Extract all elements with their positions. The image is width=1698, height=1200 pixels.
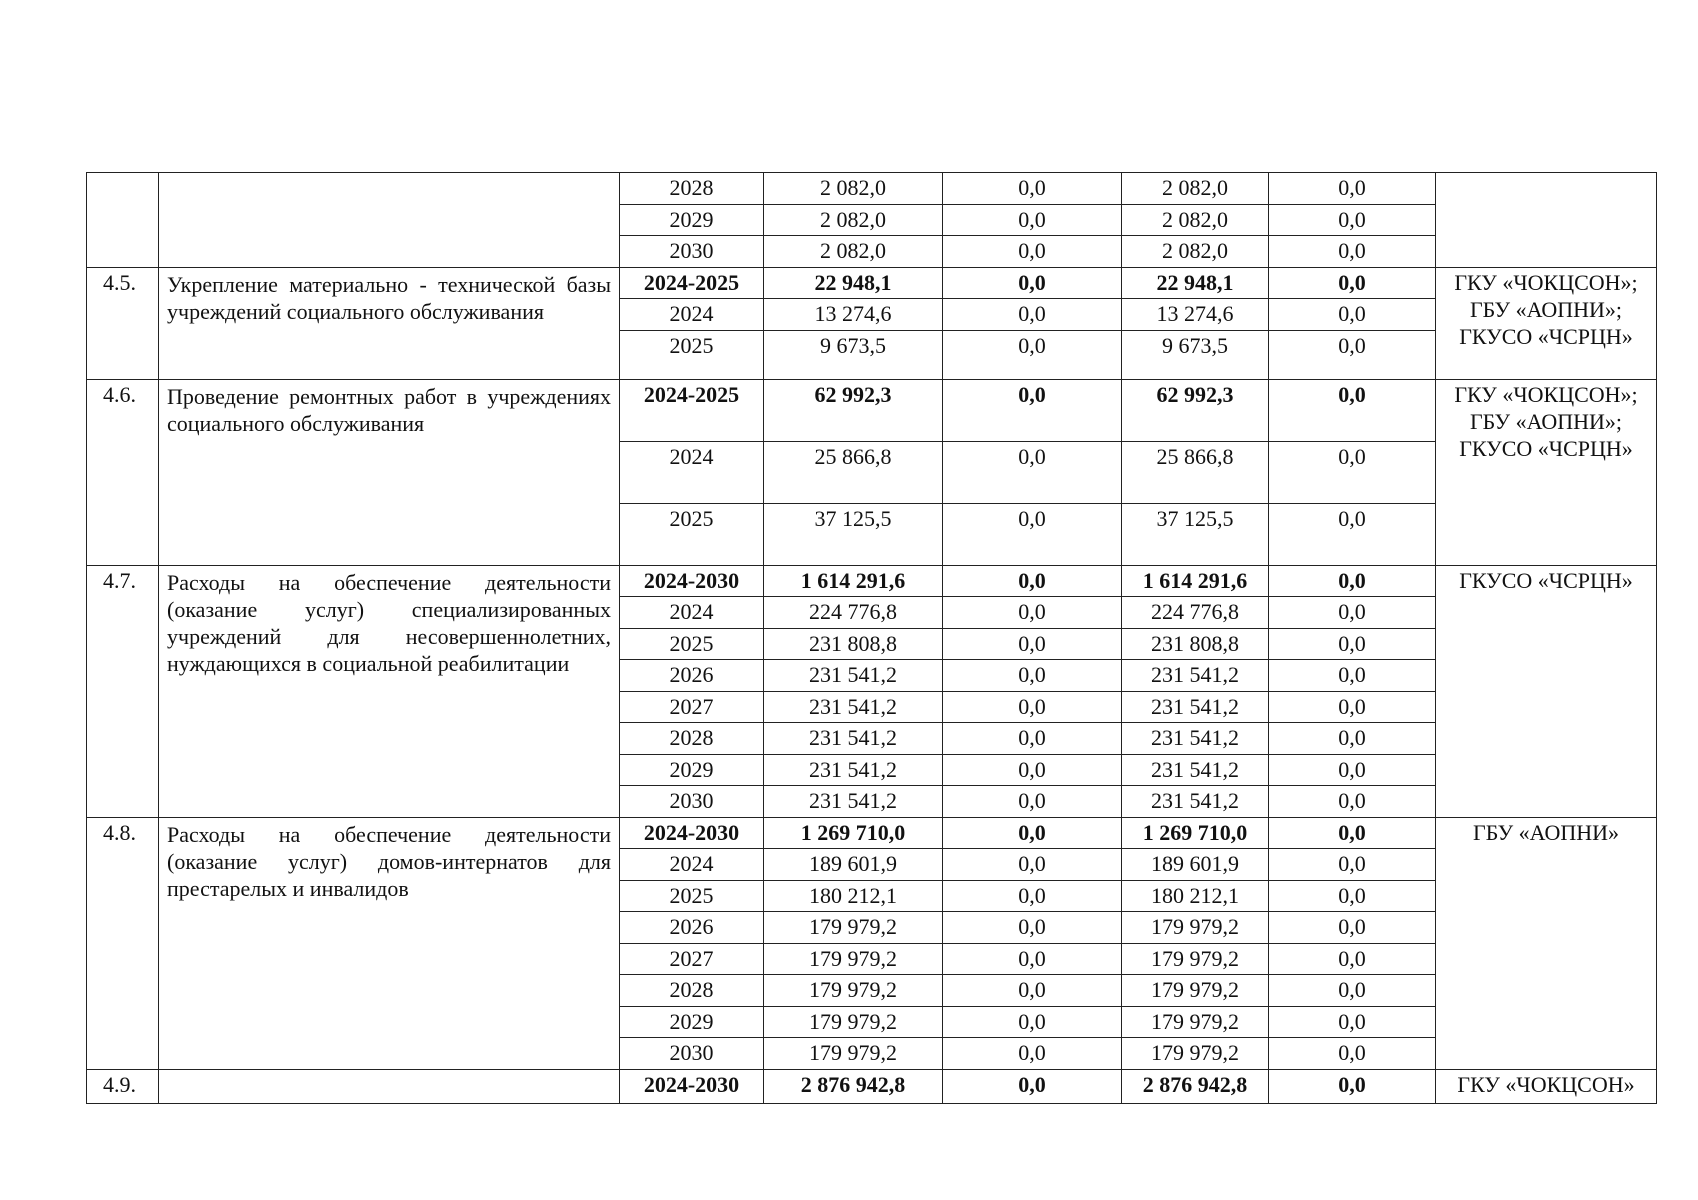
- total-cell: 179 979,2: [764, 975, 943, 1007]
- year-cell: 2024: [620, 849, 764, 881]
- total-cell: 13 274,6: [764, 299, 943, 331]
- year-cell: 2026: [620, 660, 764, 692]
- regional-cell: 231 541,2: [1122, 786, 1269, 818]
- table-body: [87, 173, 1657, 1104]
- year-cell: 2024-2025: [620, 267, 764, 299]
- item-number-cell: 4.9.: [87, 1069, 159, 1104]
- year-cell: 2030: [620, 786, 764, 818]
- regional-cell: 37 125,5: [1122, 503, 1269, 565]
- other-cell: 0,0: [1269, 173, 1436, 205]
- year-cell: 2027: [620, 691, 764, 723]
- total-cell: 231 541,2: [764, 660, 943, 692]
- table-row: [87, 379, 1657, 441]
- other-cell: 0,0: [1269, 1038, 1436, 1070]
- other-cell: 0,0: [1269, 267, 1436, 299]
- total-cell: 231 541,2: [764, 754, 943, 786]
- regional-cell: 179 979,2: [1122, 1038, 1269, 1070]
- federal-cell: 0,0: [943, 975, 1122, 1007]
- total-cell: 189 601,9: [764, 849, 943, 881]
- total-cell: 179 979,2: [764, 1038, 943, 1070]
- item-name-cell: Укрепление материально - технической базы учреждений социального обслуживания: [159, 267, 620, 379]
- other-cell: 0,0: [1269, 975, 1436, 1007]
- federal-cell: 0,0: [943, 660, 1122, 692]
- regional-cell: 231 541,2: [1122, 754, 1269, 786]
- federal-cell: 0,0: [943, 849, 1122, 881]
- federal-cell: 0,0: [943, 786, 1122, 818]
- other-cell: 0,0: [1269, 204, 1436, 236]
- executor-cell: ГКУ «ЧОКЦСОН»; ГБУ «АОПНИ»; ГКУСО «ЧСРЦН»: [1436, 379, 1657, 565]
- item-name-cell: Расходы на обеспечение деятельности (оказание услуг) домов-интернатов для престарелых и инвалидов: [159, 817, 620, 1069]
- year-cell: 2025: [620, 503, 764, 565]
- regional-cell: 179 979,2: [1122, 975, 1269, 1007]
- year-cell: 2024-2030: [620, 817, 764, 849]
- federal-cell: 0,0: [943, 267, 1122, 299]
- executor-cell: ГКУ «ЧОКЦСОН»; ГБУ «АОПНИ»; ГКУСО «ЧСРЦН»: [1436, 267, 1657, 379]
- year-cell: 2024-2025: [620, 379, 764, 441]
- other-cell: 0,0: [1269, 691, 1436, 723]
- regional-cell: 231 541,2: [1122, 660, 1269, 692]
- total-cell: 224 776,8: [764, 597, 943, 629]
- year-cell: 2029: [620, 204, 764, 236]
- year-cell: 2029: [620, 1006, 764, 1038]
- year-cell: 2024: [620, 441, 764, 503]
- federal-cell: 0,0: [943, 330, 1122, 379]
- regional-cell: 9 673,5: [1122, 330, 1269, 379]
- regional-cell: 231 541,2: [1122, 723, 1269, 755]
- other-cell: 0,0: [1269, 723, 1436, 755]
- total-cell: 2 082,0: [764, 173, 943, 205]
- year-cell: 2030: [620, 1038, 764, 1070]
- table-row: [87, 267, 1657, 299]
- federal-cell: 0,0: [943, 299, 1122, 331]
- federal-cell: 0,0: [943, 880, 1122, 912]
- year-cell: 2024: [620, 597, 764, 629]
- total-cell: 231 541,2: [764, 786, 943, 818]
- total-cell: 2 876 942,8: [764, 1069, 943, 1104]
- item-number-cell: 4.7.: [87, 565, 159, 817]
- other-cell: 0,0: [1269, 330, 1436, 379]
- regional-cell: 62 992,3: [1122, 379, 1269, 441]
- table-row: [87, 173, 1657, 205]
- federal-cell: 0,0: [943, 691, 1122, 723]
- federal-cell: 0,0: [943, 628, 1122, 660]
- item-number-cell: 4.5.: [87, 267, 159, 379]
- federal-cell: 0,0: [943, 754, 1122, 786]
- other-cell: 0,0: [1269, 628, 1436, 660]
- year-cell: 2024-2030: [620, 1069, 764, 1104]
- year-cell: 2025: [620, 880, 764, 912]
- federal-cell: 0,0: [943, 1006, 1122, 1038]
- executor-cell: ГБУ «АОПНИ»: [1436, 817, 1657, 1069]
- executor-cell: [1436, 173, 1657, 268]
- other-cell: 0,0: [1269, 849, 1436, 881]
- federal-cell: 0,0: [943, 1038, 1122, 1070]
- table-row: [87, 1069, 1657, 1104]
- other-cell: 0,0: [1269, 597, 1436, 629]
- regional-cell: 224 776,8: [1122, 597, 1269, 629]
- other-cell: 0,0: [1269, 912, 1436, 944]
- regional-cell: 2 082,0: [1122, 236, 1269, 268]
- federal-cell: 0,0: [943, 943, 1122, 975]
- total-cell: 179 979,2: [764, 912, 943, 944]
- item-name-cell: [159, 1069, 620, 1104]
- regional-cell: 22 948,1: [1122, 267, 1269, 299]
- item-number-cell: 4.8.: [87, 817, 159, 1069]
- federal-cell: 0,0: [943, 173, 1122, 205]
- year-cell: 2024: [620, 299, 764, 331]
- total-cell: 25 866,8: [764, 441, 943, 503]
- regional-cell: 1 269 710,0: [1122, 817, 1269, 849]
- other-cell: 0,0: [1269, 943, 1436, 975]
- total-cell: 37 125,5: [764, 503, 943, 565]
- regional-cell: 13 274,6: [1122, 299, 1269, 331]
- federal-cell: 0,0: [943, 503, 1122, 565]
- other-cell: 0,0: [1269, 299, 1436, 331]
- funding-table: [86, 172, 1657, 1104]
- executor-cell: ГКУ «ЧОКЦСОН»: [1436, 1069, 1657, 1104]
- regional-cell: 180 212,1: [1122, 880, 1269, 912]
- other-cell: 0,0: [1269, 379, 1436, 441]
- regional-cell: 179 979,2: [1122, 912, 1269, 944]
- total-cell: 62 992,3: [764, 379, 943, 441]
- total-cell: 231 808,8: [764, 628, 943, 660]
- item-name-cell: Расходы на обеспечение деятельности (оказание услуг) специализированных учреждений для несовершеннолетних, нуждающихся в социальной реабилитации: [159, 565, 620, 817]
- federal-cell: 0,0: [943, 723, 1122, 755]
- other-cell: 0,0: [1269, 1069, 1436, 1104]
- other-cell: 0,0: [1269, 565, 1436, 597]
- regional-cell: 189 601,9: [1122, 849, 1269, 881]
- other-cell: 0,0: [1269, 503, 1436, 565]
- other-cell: 0,0: [1269, 1006, 1436, 1038]
- regional-cell: 2 082,0: [1122, 173, 1269, 205]
- federal-cell: 0,0: [943, 597, 1122, 629]
- other-cell: 0,0: [1269, 236, 1436, 268]
- federal-cell: 0,0: [943, 1069, 1122, 1104]
- year-cell: 2030: [620, 236, 764, 268]
- total-cell: 22 948,1: [764, 267, 943, 299]
- total-cell: 179 979,2: [764, 1006, 943, 1038]
- total-cell: 1 269 710,0: [764, 817, 943, 849]
- other-cell: 0,0: [1269, 660, 1436, 692]
- regional-cell: 1 614 291,6: [1122, 565, 1269, 597]
- regional-cell: 2 082,0: [1122, 204, 1269, 236]
- other-cell: 0,0: [1269, 817, 1436, 849]
- year-cell: 2028: [620, 723, 764, 755]
- regional-cell: 179 979,2: [1122, 943, 1269, 975]
- year-cell: 2025: [620, 330, 764, 379]
- year-cell: 2029: [620, 754, 764, 786]
- table-row: [87, 565, 1657, 597]
- other-cell: 0,0: [1269, 880, 1436, 912]
- regional-cell: 179 979,2: [1122, 1006, 1269, 1038]
- federal-cell: 0,0: [943, 379, 1122, 441]
- total-cell: 180 212,1: [764, 880, 943, 912]
- table-row: [87, 817, 1657, 849]
- regional-cell: 25 866,8: [1122, 441, 1269, 503]
- total-cell: 179 979,2: [764, 943, 943, 975]
- year-cell: 2028: [620, 975, 764, 1007]
- total-cell: 2 082,0: [764, 204, 943, 236]
- federal-cell: 0,0: [943, 565, 1122, 597]
- federal-cell: 0,0: [943, 204, 1122, 236]
- total-cell: 9 673,5: [764, 330, 943, 379]
- year-cell: 2025: [620, 628, 764, 660]
- federal-cell: 0,0: [943, 236, 1122, 268]
- total-cell: 231 541,2: [764, 691, 943, 723]
- other-cell: 0,0: [1269, 441, 1436, 503]
- year-cell: 2024-2030: [620, 565, 764, 597]
- federal-cell: 0,0: [943, 912, 1122, 944]
- year-cell: 2026: [620, 912, 764, 944]
- other-cell: 0,0: [1269, 754, 1436, 786]
- item-name-cell: Проведение ремонтных работ в учреждениях социального обслуживания: [159, 379, 620, 565]
- year-cell: 2027: [620, 943, 764, 975]
- total-cell: 231 541,2: [764, 723, 943, 755]
- federal-cell: 0,0: [943, 817, 1122, 849]
- other-cell: 0,0: [1269, 786, 1436, 818]
- regional-cell: 231 541,2: [1122, 691, 1269, 723]
- item-name-cell: [159, 173, 620, 268]
- year-cell: 2028: [620, 173, 764, 205]
- item-number-cell: 4.6.: [87, 379, 159, 565]
- item-number-cell: [87, 173, 159, 268]
- regional-cell: 231 808,8: [1122, 628, 1269, 660]
- federal-cell: 0,0: [943, 441, 1122, 503]
- total-cell: 2 082,0: [764, 236, 943, 268]
- total-cell: 1 614 291,6: [764, 565, 943, 597]
- executor-cell: ГКУСО «ЧСРЦН»: [1436, 565, 1657, 817]
- regional-cell: 2 876 942,8: [1122, 1069, 1269, 1104]
